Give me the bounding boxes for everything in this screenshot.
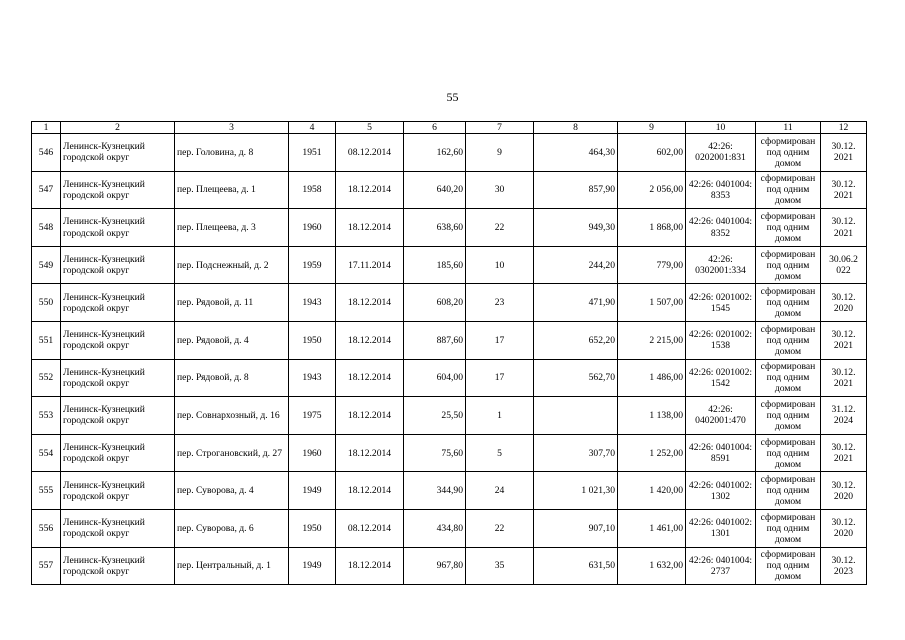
status-cell: сформирован под одним домом [756, 246, 821, 284]
municipality-cell: Ленинск-Кузнецкий городской округ [61, 434, 175, 472]
residents-cell: 22 [466, 509, 534, 547]
deadline-cell: 30.12. 2021 [821, 209, 867, 247]
status-cell: сформирован под одним домом [756, 322, 821, 360]
row-number-cell: 549 [32, 246, 61, 284]
residents-cell: 9 [466, 134, 534, 172]
address-cell: пер. Суворова, д. 4 [175, 472, 289, 510]
value-b-cell: 779,00 [618, 246, 686, 284]
header-cell-4: 4 [289, 122, 336, 134]
address-cell: пер. Рядовой, д. 4 [175, 322, 289, 360]
header-cell-10: 10 [686, 122, 756, 134]
row-number-cell: 551 [32, 322, 61, 360]
area-cell: 638,60 [404, 209, 466, 247]
value-b-cell: 602,00 [618, 134, 686, 172]
deadline-cell: 30.12. 2023 [821, 547, 867, 585]
status-cell: сформирован под одним домом [756, 134, 821, 172]
value-a-cell: 562,70 [534, 359, 618, 397]
address-cell: пер. Строгановский, д. 27 [175, 434, 289, 472]
table-row [32, 171, 867, 209]
value-a-cell: 471,90 [534, 284, 618, 322]
value-a-cell: 1 021,30 [534, 472, 618, 510]
status-cell: сформирован под одним домом [756, 284, 821, 322]
status-cell: сформирован под одним домом [756, 472, 821, 510]
municipality-cell: Ленинск-Кузнецкий городской округ [61, 359, 175, 397]
year-cell: 1949 [289, 547, 336, 585]
row-number-cell: 553 [32, 397, 61, 435]
date-cell: 08.12.2014 [336, 134, 404, 172]
cadastral-number-cell: 42:26: 0201002: 1542 [686, 359, 756, 397]
table-row [32, 134, 867, 172]
address-cell: пер. Совнархозный, д. 16 [175, 397, 289, 435]
date-cell: 18.12.2014 [336, 322, 404, 360]
row-number-cell: 557 [32, 547, 61, 585]
header-cell-9: 9 [618, 122, 686, 134]
status-cell: сформирован под одним домом [756, 397, 821, 435]
cadastral-number-cell: 42:26: 0401004: 8353 [686, 171, 756, 209]
row-number-cell: 555 [32, 472, 61, 510]
row-number-cell: 547 [32, 171, 61, 209]
municipality-cell: Ленинск-Кузнецкий городской округ [61, 397, 175, 435]
area-cell: 887,60 [404, 322, 466, 360]
cadastral-number-cell: 42:26: 0401004: 8352 [686, 209, 756, 247]
date-cell: 18.12.2014 [336, 209, 404, 247]
table-row [32, 472, 867, 510]
municipality-cell: Ленинск-Кузнецкий городской округ [61, 209, 175, 247]
year-cell: 1943 [289, 359, 336, 397]
year-cell: 1951 [289, 134, 336, 172]
header-cell-2: 2 [61, 122, 175, 134]
status-cell: сформирован под одним домом [756, 547, 821, 585]
row-number-cell: 552 [32, 359, 61, 397]
year-cell: 1958 [289, 171, 336, 209]
deadline-cell: 30.12. 2021 [821, 134, 867, 172]
value-a-cell: 307,70 [534, 434, 618, 472]
date-cell: 18.12.2014 [336, 397, 404, 435]
table-row [32, 246, 867, 284]
header-cell-5: 5 [336, 122, 404, 134]
table-row [32, 359, 867, 397]
area-cell: 604,00 [404, 359, 466, 397]
value-b-cell: 1 632,00 [618, 547, 686, 585]
status-cell: сформирован под одним домом [756, 509, 821, 547]
date-cell: 18.12.2014 [336, 472, 404, 510]
date-cell: 08.12.2014 [336, 509, 404, 547]
value-b-cell: 1 420,00 [618, 472, 686, 510]
municipality-cell: Ленинск-Кузнецкий городской округ [61, 246, 175, 284]
table-header-row [32, 122, 867, 134]
deadline-cell: 30.12. 2020 [821, 472, 867, 510]
value-b-cell: 1 138,00 [618, 397, 686, 435]
address-cell: пер. Суворова, д. 6 [175, 509, 289, 547]
date-cell: 17.11.2014 [336, 246, 404, 284]
deadline-cell: 31.12. 2024 [821, 397, 867, 435]
cadastral-number-cell: 42:26: 0401002: 1302 [686, 472, 756, 510]
status-cell: сформирован под одним домом [756, 434, 821, 472]
area-cell: 434,80 [404, 509, 466, 547]
residents-cell: 35 [466, 547, 534, 585]
date-cell: 18.12.2014 [336, 434, 404, 472]
status-cell: сформирован под одним домом [756, 171, 821, 209]
address-cell: пер. Центральный, д. 1 [175, 547, 289, 585]
registry-table [31, 121, 867, 585]
table-row [32, 547, 867, 585]
value-a-cell: 652,20 [534, 322, 618, 360]
deadline-cell: 30.06.2 022 [821, 246, 867, 284]
date-cell: 18.12.2014 [336, 284, 404, 322]
value-a-cell: 464,30 [534, 134, 618, 172]
year-cell: 1950 [289, 322, 336, 360]
residents-cell: 24 [466, 472, 534, 510]
year-cell: 1950 [289, 509, 336, 547]
row-number-cell: 548 [32, 209, 61, 247]
header-cell-6: 6 [404, 122, 466, 134]
area-cell: 967,80 [404, 547, 466, 585]
status-cell: сформирован под одним домом [756, 209, 821, 247]
row-number-cell: 554 [32, 434, 61, 472]
row-number-cell: 546 [32, 134, 61, 172]
year-cell: 1943 [289, 284, 336, 322]
header-cell-1: 1 [32, 122, 61, 134]
row-number-cell: 556 [32, 509, 61, 547]
value-a-cell: 244,20 [534, 246, 618, 284]
residents-cell: 5 [466, 434, 534, 472]
year-cell: 1975 [289, 397, 336, 435]
value-a-cell: 631,50 [534, 547, 618, 585]
header-cell-3: 3 [175, 122, 289, 134]
row-number-cell: 550 [32, 284, 61, 322]
value-a-cell [534, 397, 618, 435]
cadastral-number-cell: 42:26: 0201002: 1545 [686, 284, 756, 322]
area-cell: 185,60 [404, 246, 466, 284]
address-cell: пер. Головина, д. 8 [175, 134, 289, 172]
cadastral-number-cell: 42:26: 0401002: 1301 [686, 509, 756, 547]
cadastral-number-cell: 42:26: 0401004: 2737 [686, 547, 756, 585]
municipality-cell: Ленинск-Кузнецкий городской округ [61, 322, 175, 360]
date-cell: 18.12.2014 [336, 547, 404, 585]
table-row [32, 322, 867, 360]
header-cell-7: 7 [466, 122, 534, 134]
area-cell: 344,90 [404, 472, 466, 510]
address-cell: пер. Плещеева, д. 3 [175, 209, 289, 247]
value-a-cell: 857,90 [534, 171, 618, 209]
deadline-cell: 30.12. 2021 [821, 359, 867, 397]
value-b-cell: 2 056,00 [618, 171, 686, 209]
table-row [32, 434, 867, 472]
residents-cell: 22 [466, 209, 534, 247]
year-cell: 1949 [289, 472, 336, 510]
table-body [32, 122, 867, 585]
table-row [32, 397, 867, 435]
deadline-cell: 30.12. 2021 [821, 171, 867, 209]
deadline-cell: 30.12. 2021 [821, 322, 867, 360]
value-a-cell: 949,30 [534, 209, 618, 247]
area-cell: 608,20 [404, 284, 466, 322]
residents-cell: 30 [466, 171, 534, 209]
residents-cell: 17 [466, 322, 534, 360]
cadastral-number-cell: 42:26: 0201002: 1538 [686, 322, 756, 360]
address-cell: пер. Рядовой, д. 11 [175, 284, 289, 322]
table-row [32, 509, 867, 547]
value-b-cell: 2 215,00 [618, 322, 686, 360]
cadastral-number-cell: 42:26: 0402001:470 [686, 397, 756, 435]
address-cell: пер. Плещеева, д. 1 [175, 171, 289, 209]
value-b-cell: 1 868,00 [618, 209, 686, 247]
area-cell: 75,60 [404, 434, 466, 472]
address-cell: пер. Подснежный, д. 2 [175, 246, 289, 284]
municipality-cell: Ленинск-Кузнецкий городской округ [61, 509, 175, 547]
residents-cell: 1 [466, 397, 534, 435]
year-cell: 1960 [289, 209, 336, 247]
area-cell: 25,50 [404, 397, 466, 435]
header-cell-8: 8 [534, 122, 618, 134]
status-cell: сформирован под одним домом [756, 359, 821, 397]
date-cell: 18.12.2014 [336, 359, 404, 397]
date-cell: 18.12.2014 [336, 171, 404, 209]
cadastral-number-cell: 42:26: 0302001:334 [686, 246, 756, 284]
residents-cell: 17 [466, 359, 534, 397]
value-b-cell: 1 507,00 [618, 284, 686, 322]
municipality-cell: Ленинск-Кузнецкий городской округ [61, 472, 175, 510]
municipality-cell: Ленинск-Кузнецкий городской округ [61, 134, 175, 172]
deadline-cell: 30.12. 2020 [821, 284, 867, 322]
value-a-cell: 907,10 [534, 509, 618, 547]
municipality-cell: Ленинск-Кузнецкий городской округ [61, 547, 175, 585]
table-row [32, 284, 867, 322]
value-b-cell: 1 461,00 [618, 509, 686, 547]
municipality-cell: Ленинск-Кузнецкий городской округ [61, 284, 175, 322]
cadastral-number-cell: 42:26: 0202001:831 [686, 134, 756, 172]
cadastral-number-cell: 42:26: 0401004: 8591 [686, 434, 756, 472]
deadline-cell: 30.12. 2021 [821, 434, 867, 472]
address-cell: пер. Рядовой, д. 8 [175, 359, 289, 397]
year-cell: 1960 [289, 434, 336, 472]
header-cell-11: 11 [756, 122, 821, 134]
page-number: 55 [446, 90, 459, 104]
residents-cell: 10 [466, 246, 534, 284]
area-cell: 640,20 [404, 171, 466, 209]
year-cell: 1959 [289, 246, 336, 284]
deadline-cell: 30.12. 2020 [821, 509, 867, 547]
area-cell: 162,60 [404, 134, 466, 172]
header-cell-12: 12 [821, 122, 867, 134]
municipality-cell: Ленинск-Кузнецкий городской округ [61, 171, 175, 209]
residents-cell: 23 [466, 284, 534, 322]
table-row [32, 209, 867, 247]
value-b-cell: 1 252,00 [618, 434, 686, 472]
value-b-cell: 1 486,00 [618, 359, 686, 397]
